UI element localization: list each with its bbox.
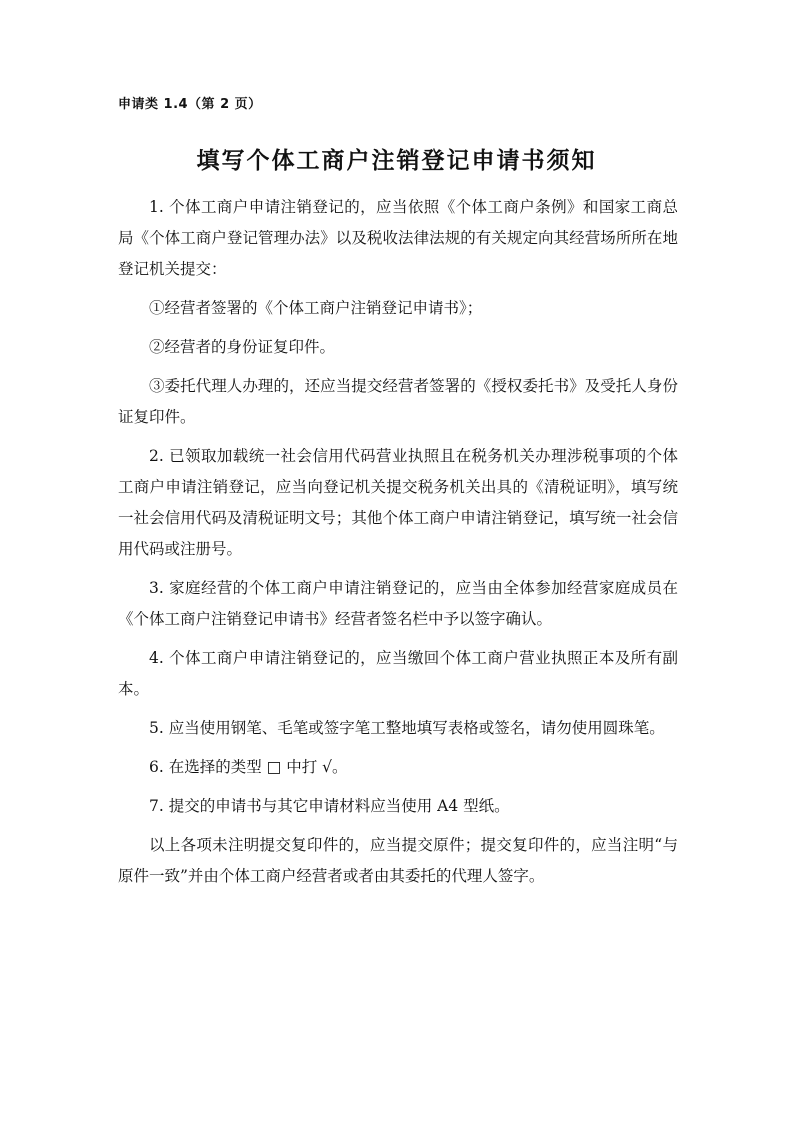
instruction-item-4: 4. 个体工商户申请注销登记的，应当缴回个体工商户营业执照正本及所有副本。 (118, 649, 678, 698)
instruction-item-3: 3. 家庭经营的个体工商户申请注销登记的，应当由全体参加经营家庭成员在《个体工商户注销登记申请书》经营者签名栏中予以签字确认。 (118, 579, 678, 628)
instructions-body (118, 192, 678, 900)
form-code-header: 申请类 1.4（第 2 页） (118, 97, 262, 112)
instruction-item-7: 7. 提交的申请书与其它申请材料应当使用 A4 型纸。 (149, 797, 510, 815)
instruction-item-1: 1. 个体工商户申请注销登记的，应当依照《个体工商户条例》和国家工商总局《个体工商户登记管理办法》以及税收法律法规的有关规定向其经营场所所在地登记机关提交： (118, 198, 678, 278)
page-title: 填写个体工商户注销登记申请书须知 (196, 148, 597, 174)
instruction-subitem-2: ②经营者的身份证复印件。 (149, 338, 336, 356)
instruction-subitem-3: ③委托代理人办理的，还应当提交经营者签署的《授权委托书》及受托人身份证复印件。 (118, 377, 678, 426)
instruction-note: 以上各项未注明提交复印件的，应当提交原件；提交复印件的，应当注明“与原件一致”并由个体工商户经营者或者由其委托的代理人签字。 (118, 836, 678, 885)
instruction-item-5: 5. 应当使用钢笔、毛笔或签字笔工整地填写表格或签名，请勿使用圆珠笔。 (149, 719, 665, 737)
instruction-item-6: 6. 在选择的类型 □ 中打 √。 (149, 758, 348, 776)
instruction-subitem-1: ①经营者签署的《个体工商户注销登记申请书》； (149, 299, 483, 317)
instruction-item-2: 2. 已领取加载统一社会信用代码营业执照且在税务机关办理涉税事项的个体工商户申请注销登记，应当向登记机关提交税务机关出具的《清税证明》，填写统一社会信用代码及清税证明文号；其他个体工商户申请注销登记，填写统一社会信用代码或注册号。 (118, 447, 678, 558)
